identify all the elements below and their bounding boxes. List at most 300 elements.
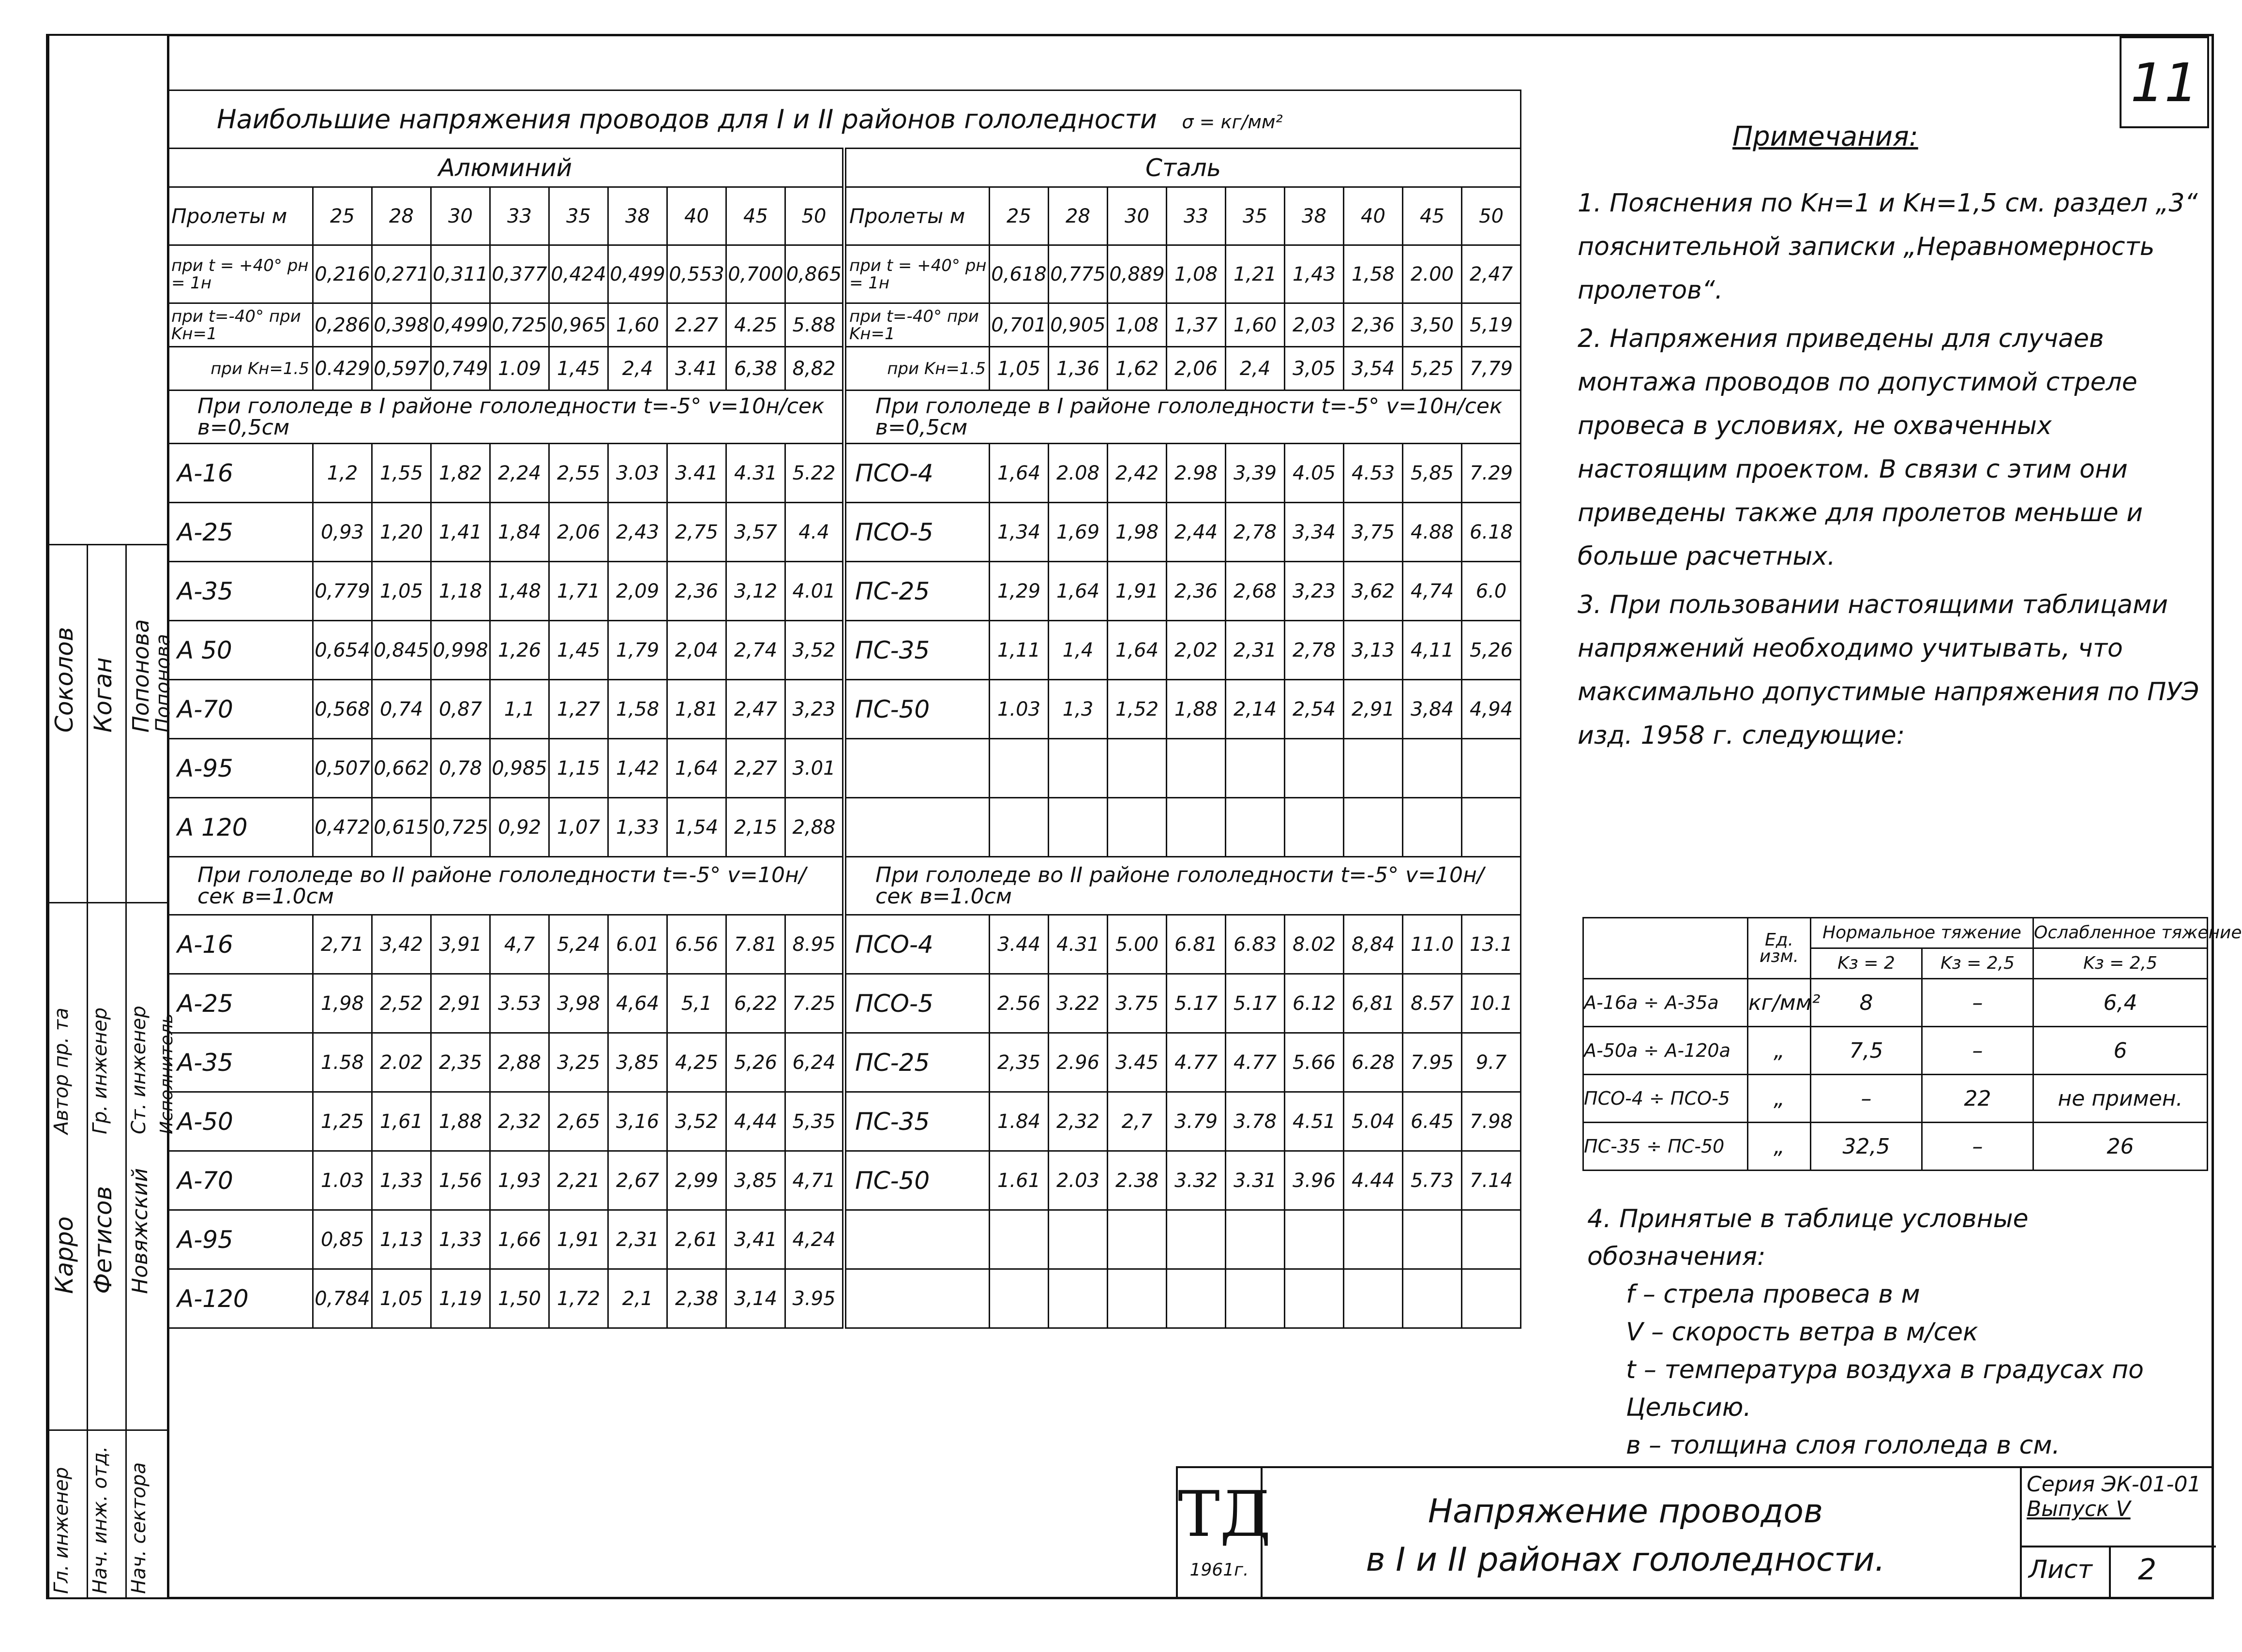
table-row	[168, 798, 1521, 857]
ice1-steel-value: 3,39	[1226, 444, 1285, 503]
ice1-alu-value: 2,24	[490, 444, 549, 503]
ice1-alu-value: 1,26	[490, 621, 549, 680]
ice1-steel-wire: ПС-25	[844, 562, 990, 621]
ice2-steel-value: 2,32	[1049, 1092, 1108, 1151]
kn15-alu-8: 8,82	[785, 347, 844, 390]
table-row	[168, 1151, 1521, 1210]
ice1-alu-wire: А-35	[168, 562, 313, 621]
ice2-steel-wire	[844, 1269, 990, 1328]
ice1-steel-value: 2,14	[1226, 680, 1285, 739]
ice1-alu-value: 0,725	[431, 798, 490, 857]
limits-unit: кг/мм²	[1748, 979, 1811, 1027]
ice2-alu-value: 1.58	[313, 1033, 372, 1092]
ice2-alu-value: 5,35	[785, 1092, 844, 1151]
limits-unit-header: Ед. изм.	[1748, 918, 1811, 979]
stamp-issue: Выпуск V	[2027, 1497, 2131, 1521]
ice2-alu-value: 2,71	[313, 915, 372, 974]
ice1-steel-value: 1,64	[1108, 621, 1167, 680]
sheet-number: 11	[2120, 36, 2209, 128]
ice2-alu-value: 1,05	[372, 1269, 431, 1328]
ice1-steel-value: 1,3	[1049, 680, 1108, 739]
ice2-alu-value: 3,85	[726, 1151, 785, 1210]
limits-k2-value: 32,5	[1811, 1123, 1922, 1171]
ice2-alu-value: 7.25	[785, 974, 844, 1033]
ice2-alu-value: 1,33	[431, 1210, 490, 1269]
ice2-steel-value: 2.56	[990, 974, 1049, 1033]
ice1-steel-value: 2.08	[1049, 444, 1108, 503]
stress-table	[167, 90, 1521, 1329]
ice1-alu-value: 1,58	[608, 680, 667, 739]
limits-k25b: Kз = 2,5	[2033, 948, 2208, 979]
ice1-steel-wire: ПС-50	[844, 680, 990, 739]
ice2-alu-value: 6,24	[785, 1033, 844, 1092]
ice2-alu-value: 3,91	[431, 915, 490, 974]
kn15-st-2: 1,62	[1108, 347, 1167, 390]
ice1-alu-wire: А-16	[168, 444, 313, 503]
ice2-steel-value: 4.44	[1344, 1151, 1403, 1210]
ice2-alu-value: 4,25	[667, 1033, 726, 1092]
ice2-steel-wire: ПС-35	[844, 1092, 990, 1151]
kn15-st-0: 1,05	[990, 347, 1049, 390]
section-steel: Сталь	[844, 149, 1521, 187]
ice1-alu-value: 2,27	[726, 739, 785, 798]
ice1-steel-wire: ПСО-5	[844, 503, 990, 562]
ice2-alu-wire: А-16	[168, 915, 313, 974]
note-4-item-f: f – стрела провеса в м	[1626, 1280, 1920, 1309]
ice1-steel-value	[1167, 798, 1226, 857]
ice2-alu-value: 1,93	[490, 1151, 549, 1210]
kn1-label: при t=-40° при Kн=1	[168, 303, 313, 347]
ice2-steel-value: 3.22	[1049, 974, 1108, 1033]
ice1-steel-value: 7.29	[1462, 444, 1521, 503]
ice2-alu-value: 4,7	[490, 915, 549, 974]
ice2-alu-value: 2.02	[372, 1033, 431, 1092]
ice1-steel-value: 2,42	[1108, 444, 1167, 503]
ice2-steel-wire: ПС-25	[844, 1033, 990, 1092]
limits-k25-value: –	[1922, 1123, 2033, 1171]
ice2-steel-wire	[844, 1210, 990, 1269]
ice1-steel-wire	[844, 739, 990, 798]
heat-alu-1: 0,271	[372, 245, 431, 303]
span-st-3: 33	[1167, 187, 1226, 245]
limits-row	[1583, 1123, 2208, 1171]
kn15-alu-1: 0,597	[372, 347, 431, 390]
role-author: Автор пр. та	[50, 1007, 73, 1134]
ice1-steel-value: 1,98	[1108, 503, 1167, 562]
kn15-alu-5: 2,4	[608, 347, 667, 390]
ice2-alu-value: 3,41	[726, 1210, 785, 1269]
ice1-alu-value: 3,57	[726, 503, 785, 562]
ice2-alu-value: 2,99	[667, 1151, 726, 1210]
span-alu-3: 33	[490, 187, 549, 245]
ice1-steel-value: 2,54	[1285, 680, 1344, 739]
limits-wire: А-16а ÷ А-35а	[1583, 979, 1748, 1027]
ice1-steel-value	[1049, 739, 1108, 798]
limits-wire: А-50а ÷ А-120а	[1583, 1027, 1748, 1075]
kn15-steel-label: при Kн=1.5	[844, 347, 990, 390]
ice2-steel-value: 4.77	[1226, 1033, 1285, 1092]
kn15-alu-7: 6,38	[726, 347, 785, 390]
limits-k2-value: –	[1811, 1075, 1922, 1123]
heat-st-2: 0,889	[1108, 245, 1167, 303]
ice1-alu-value: 1,27	[549, 680, 608, 739]
kn15-st-3: 2,06	[1167, 347, 1226, 390]
ice2-alu-value: 3,14	[726, 1269, 785, 1328]
ice2-steel-value: 3.75	[1108, 974, 1167, 1033]
limits-k25-value: 22	[1922, 1075, 2033, 1123]
ice2-alu-wire: А-70	[168, 1151, 313, 1210]
kn1-alu-7: 4.25	[726, 303, 785, 347]
ice1-alu-value: 1,64	[667, 739, 726, 798]
kn1-st-3: 1,37	[1167, 303, 1226, 347]
ice1-steel-value: 2.98	[1167, 444, 1226, 503]
ice1-alu-value: 2,47	[726, 680, 785, 739]
role-executor: Исполнитель	[157, 1013, 177, 1134]
ice1-steel-value: 4.53	[1344, 444, 1403, 503]
ice1-alu-value: 1,48	[490, 562, 549, 621]
kn1-st-2: 1,08	[1108, 303, 1167, 347]
ice1-alu-value: 1,20	[372, 503, 431, 562]
ice2-steel-value	[1108, 1210, 1167, 1269]
ice1-alu-value: 0,87	[431, 680, 490, 739]
heat-st-4: 1,21	[1226, 245, 1285, 303]
ice1-steel-value: 4,74	[1403, 562, 1462, 621]
kn1-alu-5: 1,60	[608, 303, 667, 347]
ice2-steel-value: 3.44	[990, 915, 1049, 974]
note-4-head: 4. Принятые в таблице условные обозначения:	[1587, 1204, 2029, 1271]
ice1-steel-value: 4,11	[1403, 621, 1462, 680]
ice2-aluminum-header: При гололеде во II районе гололедности t=-5° v=10н/сек в=1.0см	[168, 857, 844, 915]
limits-weak-value: не примен.	[2033, 1075, 2208, 1123]
ice2-steel-value: 4.77	[1167, 1033, 1226, 1092]
limits-row	[1583, 979, 2208, 1027]
ice2-steel-value	[1108, 1269, 1167, 1328]
ice1-alu-value: 0,93	[313, 503, 372, 562]
limits-k2-value: 7,5	[1811, 1027, 1922, 1075]
ice1-steel-value: 2,02	[1167, 621, 1226, 680]
ice2-steel-value	[1167, 1269, 1226, 1328]
heat-alu-2: 0,311	[431, 245, 490, 303]
ice2-steel-value: 5.00	[1108, 915, 1167, 974]
ice1-alu-value: 0,568	[313, 680, 372, 739]
kn15-st-8: 7,79	[1462, 347, 1521, 390]
ice1-steel-value: 6.0	[1462, 562, 1521, 621]
limits-normal-header: Нормальное тяжение	[1811, 918, 2033, 948]
ice2-alu-value: 6.01	[608, 915, 667, 974]
table-row	[168, 1092, 1521, 1151]
ice1-steel-value: 4,94	[1462, 680, 1521, 739]
table-row	[168, 1033, 1521, 1092]
ice1-steel-value	[990, 739, 1049, 798]
ice1-alu-wire: А-95	[168, 739, 313, 798]
ice1-alu-value: 0,654	[313, 621, 372, 680]
span-st-6: 40	[1344, 187, 1403, 245]
role-senior-engineer: Ст. инженер	[128, 1006, 150, 1134]
ice2-steel-value: 5.17	[1167, 974, 1226, 1033]
ice2-alu-value: 4,24	[785, 1210, 844, 1269]
ice1-alu-value: 1,81	[667, 680, 726, 739]
ice1-steel-value	[1108, 798, 1167, 857]
ice1-alu-wire: А-25	[168, 503, 313, 562]
ice2-steel-value: 10.1	[1462, 974, 1521, 1033]
ice2-alu-value: 4,64	[608, 974, 667, 1033]
ice2-alu-wire: А-35	[168, 1033, 313, 1092]
kn1-alu-3: 0,725	[490, 303, 549, 347]
ice2-alu-value: 0,85	[313, 1210, 372, 1269]
ice1-steel-value	[1108, 739, 1167, 798]
span-alu-6: 40	[667, 187, 726, 245]
ice1-alu-value: 0,74	[372, 680, 431, 739]
note-4-item-t: t – температура воздуха в градусах по Цельсию.	[1626, 1355, 2144, 1422]
ice1-alu-wire: А 50	[168, 621, 313, 680]
ice2-alu-value: 2,65	[549, 1092, 608, 1151]
ice1-steel-value	[1049, 798, 1108, 857]
ice1-alu-value: 1,2	[313, 444, 372, 503]
ice2-steel-value: 2.03	[1049, 1151, 1108, 1210]
ice2-alu-value: 3,16	[608, 1092, 667, 1151]
ice1-steel-header: При гололеде в I районе гололедности t=-5° v=10н/сек в=0,5см	[844, 390, 1521, 444]
role-group-engineer: Гр. инженер	[89, 1007, 111, 1134]
ice2-steel-value	[1226, 1210, 1285, 1269]
ice2-steel-value: 8.57	[1403, 974, 1462, 1033]
ice2-alu-value: 2,67	[608, 1151, 667, 1210]
table-row	[168, 1210, 1521, 1269]
ice2-steel-value	[1462, 1269, 1521, 1328]
ice2-alu-value: 2,32	[490, 1092, 549, 1151]
ice2-steel-wire: ПСО-5	[844, 974, 990, 1033]
ice2-alu-value: 3,52	[667, 1092, 726, 1151]
ice2-alu-value: 3,85	[608, 1033, 667, 1092]
table-row	[168, 562, 1521, 621]
ice2-steel-value	[1167, 1210, 1226, 1269]
table-row	[168, 974, 1521, 1033]
ice1-alu-value: 3.41	[667, 444, 726, 503]
ice2-alu-value: 2,88	[490, 1033, 549, 1092]
ice2-steel-value: 8,84	[1344, 915, 1403, 974]
ice1-steel-value: 1,11	[990, 621, 1049, 680]
span-alu-1: 28	[372, 187, 431, 245]
note-4-item-b: в – толщина слоя гололеда в см.	[1626, 1431, 2060, 1460]
ice2-alu-value: 0,784	[313, 1269, 372, 1328]
ice1-alu-value: 1,41	[431, 503, 490, 562]
span-st-5: 38	[1285, 187, 1344, 245]
ice2-alu-value: 1,33	[372, 1151, 431, 1210]
kn1-steel-label: при t=-40° при Kн=1	[844, 303, 990, 347]
ice1-steel-value: 5,85	[1403, 444, 1462, 503]
ice2-steel-header: При гололеде во II районе гололедности t=-5° v=10н/сек в=1.0см	[844, 857, 1521, 915]
span-alu-8: 50	[785, 187, 844, 245]
ice1-steel-value: 6.18	[1462, 503, 1521, 562]
ice2-alu-value: 3,42	[372, 915, 431, 974]
heat-st-6: 1,58	[1344, 245, 1403, 303]
limits-k25: Kз = 2,5	[1922, 948, 2033, 979]
kn1-st-5: 2,03	[1285, 303, 1344, 347]
ice1-alu-value: 0,845	[372, 621, 431, 680]
table-row	[168, 621, 1521, 680]
kn15-label: при Kн=1.5	[168, 347, 313, 390]
ice1-steel-value: 3,62	[1344, 562, 1403, 621]
limits-k2: Kз = 2	[1811, 948, 1922, 979]
title-block	[1176, 1466, 2214, 1599]
heat-alu-7: 0,700	[726, 245, 785, 303]
ice2-alu-value: 2,61	[667, 1210, 726, 1269]
ice1-alu-value: 2,09	[608, 562, 667, 621]
limits-unit: „	[1748, 1075, 1811, 1123]
ice1-alu-value: 1,42	[608, 739, 667, 798]
ice2-alu-value: 3,25	[549, 1033, 608, 1092]
kn1-alu-6: 2.27	[667, 303, 726, 347]
ice2-steel-value: 9.7	[1462, 1033, 1521, 1092]
ice2-alu-value: 6.56	[667, 915, 726, 974]
ice2-steel-value: 5.73	[1403, 1151, 1462, 1210]
ice2-alu-value: 1.03	[313, 1151, 372, 1210]
limits-corner	[1583, 918, 1748, 979]
ice2-steel-value: 7.95	[1403, 1033, 1462, 1092]
ice1-alu-value: 1,82	[431, 444, 490, 503]
ice2-alu-value: 2,1	[608, 1269, 667, 1328]
ice2-steel-value: 8.02	[1285, 915, 1344, 974]
ice2-steel-value: 5.17	[1226, 974, 1285, 1033]
ice2-steel-value	[1462, 1210, 1521, 1269]
spans-label: Пролеты м	[168, 187, 313, 245]
ice1-alu-value: 0,92	[490, 798, 549, 857]
ice2-alu-value: 2,91	[431, 974, 490, 1033]
ice1-alu-value: 3.03	[608, 444, 667, 503]
role-dept-head: Нач. инж. отд.	[89, 1446, 111, 1594]
ice2-alu-value: 3.53	[490, 974, 549, 1033]
ice1-steel-value	[1285, 739, 1344, 798]
limits-wire: ПС-35 ÷ ПС-50	[1583, 1123, 1748, 1171]
kn1-alu-2: 0,499	[431, 303, 490, 347]
ice1-alu-value: 0,507	[313, 739, 372, 798]
span-alu-5: 38	[608, 187, 667, 245]
note-3: 3. При пользовании настоящими таблицами напряжений необходимо учитывать, что максимально допустимые напряжения по ПУЭ изд. 1958 г. следующие:	[1578, 590, 2199, 750]
ice2-steel-value	[990, 1210, 1049, 1269]
ice2-steel-value: 1.61	[990, 1151, 1049, 1210]
ice1-alu-wire: А 120	[168, 798, 313, 857]
ice1-alu-value: 2,88	[785, 798, 844, 857]
ice2-alu-value: 1,91	[549, 1210, 608, 1269]
ice1-steel-value	[1285, 798, 1344, 857]
kn1-alu-1: 0,398	[372, 303, 431, 347]
ice2-alu-wire: А-25	[168, 974, 313, 1033]
ice2-steel-value: 3.78	[1226, 1092, 1285, 1151]
ice1-alu-value: 1,05	[372, 562, 431, 621]
kn15-st-4: 2,4	[1226, 347, 1285, 390]
kn15-st-1: 1,36	[1049, 347, 1108, 390]
ice2-steel-value: 11.0	[1403, 915, 1462, 974]
ice1-steel-value	[1226, 798, 1285, 857]
span-alu-2: 30	[431, 187, 490, 245]
ice1-alu-value: 2,55	[549, 444, 608, 503]
ice2-alu-value: 5,24	[549, 915, 608, 974]
name-karro: Карро	[50, 1216, 78, 1294]
kn1-st-8: 5,19	[1462, 303, 1521, 347]
limits-k25-value: –	[1922, 979, 2033, 1027]
ice1-steel-value	[1167, 739, 1226, 798]
notes-title: Примечания:	[1732, 121, 1918, 152]
table-row	[168, 680, 1521, 739]
ice2-steel-value: 3.79	[1167, 1092, 1226, 1151]
ice2-steel-value	[1403, 1210, 1462, 1269]
ice1-steel-value: 3,84	[1403, 680, 1462, 739]
ice1-steel-value: 2,78	[1285, 621, 1344, 680]
ice1-alu-value: 0,615	[372, 798, 431, 857]
ice2-alu-value: 1,61	[372, 1092, 431, 1151]
ice2-alu-value: 1,50	[490, 1269, 549, 1328]
kn15-st-7: 5,25	[1403, 347, 1462, 390]
kn1-st-1: 0,905	[1049, 303, 1108, 347]
ice1-alu-value: 1,54	[667, 798, 726, 857]
name-sokolov: Соколов	[50, 627, 78, 733]
span-st-1: 28	[1049, 187, 1108, 245]
ice1-alu-value: 4.01	[785, 562, 844, 621]
ice2-steel-value: 4.51	[1285, 1092, 1344, 1151]
ice2-steel-value: 3.31	[1226, 1151, 1285, 1210]
table-row	[168, 1269, 1521, 1328]
span-st-4: 35	[1226, 187, 1285, 245]
ice1-steel-value: 1,64	[1049, 562, 1108, 621]
ice1-alu-value: 1,1	[490, 680, 549, 739]
ice1-steel-value: 1,88	[1167, 680, 1226, 739]
limits-wire: ПСО-4 ÷ ПСО-5	[1583, 1075, 1748, 1123]
ice1-steel-value: 3,13	[1344, 621, 1403, 680]
section-aluminum: Алюминий	[168, 149, 844, 187]
ice1-steel-wire: ПСО-4	[844, 444, 990, 503]
ice1-steel-value: 1,4	[1049, 621, 1108, 680]
kn1-alu-8: 5.88	[785, 303, 844, 347]
table-row	[168, 915, 1521, 974]
span-st-8: 50	[1462, 187, 1521, 245]
ice2-steel-value: 5.04	[1344, 1092, 1403, 1151]
ice2-alu-value: 6,22	[726, 974, 785, 1033]
table-row	[168, 739, 1521, 798]
ice2-steel-value: 2.38	[1108, 1151, 1167, 1210]
kn1-alu-0: 0,286	[313, 303, 372, 347]
ice2-steel-value: 2.96	[1049, 1033, 1108, 1092]
span-alu-7: 45	[726, 187, 785, 245]
limits-weak-value: 6	[2033, 1027, 2208, 1075]
table-row	[168, 444, 1521, 503]
ice1-alu-value: 1,79	[608, 621, 667, 680]
ice1-steel-value: 2,91	[1344, 680, 1403, 739]
ice1-steel-value: 4.05	[1285, 444, 1344, 503]
span-st-7: 45	[1403, 187, 1462, 245]
note-2: 2. Напряжения приведены для случаев монтажа проводов по допустимой стреле провеса в условиях, не охваченных настоящим проектом. В связи с этим они приведены также для пролетов меньше и больше расчетных.	[1578, 324, 2143, 571]
ice2-steel-value: 6.28	[1344, 1033, 1403, 1092]
ice1-steel-value: 1,91	[1108, 562, 1167, 621]
ice1-alu-value: 0,78	[431, 739, 490, 798]
kn1-st-0: 0,701	[990, 303, 1049, 347]
ice1-alu-value: 3,23	[785, 680, 844, 739]
ice2-steel-value: 3.96	[1285, 1151, 1344, 1210]
limits-weak-value: 26	[2033, 1123, 2208, 1171]
ice1-alu-value: 1,55	[372, 444, 431, 503]
ice1-steel-value	[1462, 739, 1521, 798]
limits-unit: „	[1748, 1123, 1811, 1171]
notes	[1578, 121, 2207, 762]
ice2-alu-value: 1,88	[431, 1092, 490, 1151]
ice1-alu-value: 1,18	[431, 562, 490, 621]
ice2-steel-value	[1226, 1269, 1285, 1328]
ice2-alu-wire: А-95	[168, 1210, 313, 1269]
stamp-year: 1961г.	[1189, 1560, 1249, 1580]
span-st-2: 30	[1108, 187, 1167, 245]
ice2-steel-value: 3.45	[1108, 1033, 1167, 1092]
ice2-steel-value: 1.84	[990, 1092, 1049, 1151]
stamp-series: Серия ЭК-01-01	[2027, 1472, 2201, 1497]
ice1-steel-value: 3,34	[1285, 503, 1344, 562]
